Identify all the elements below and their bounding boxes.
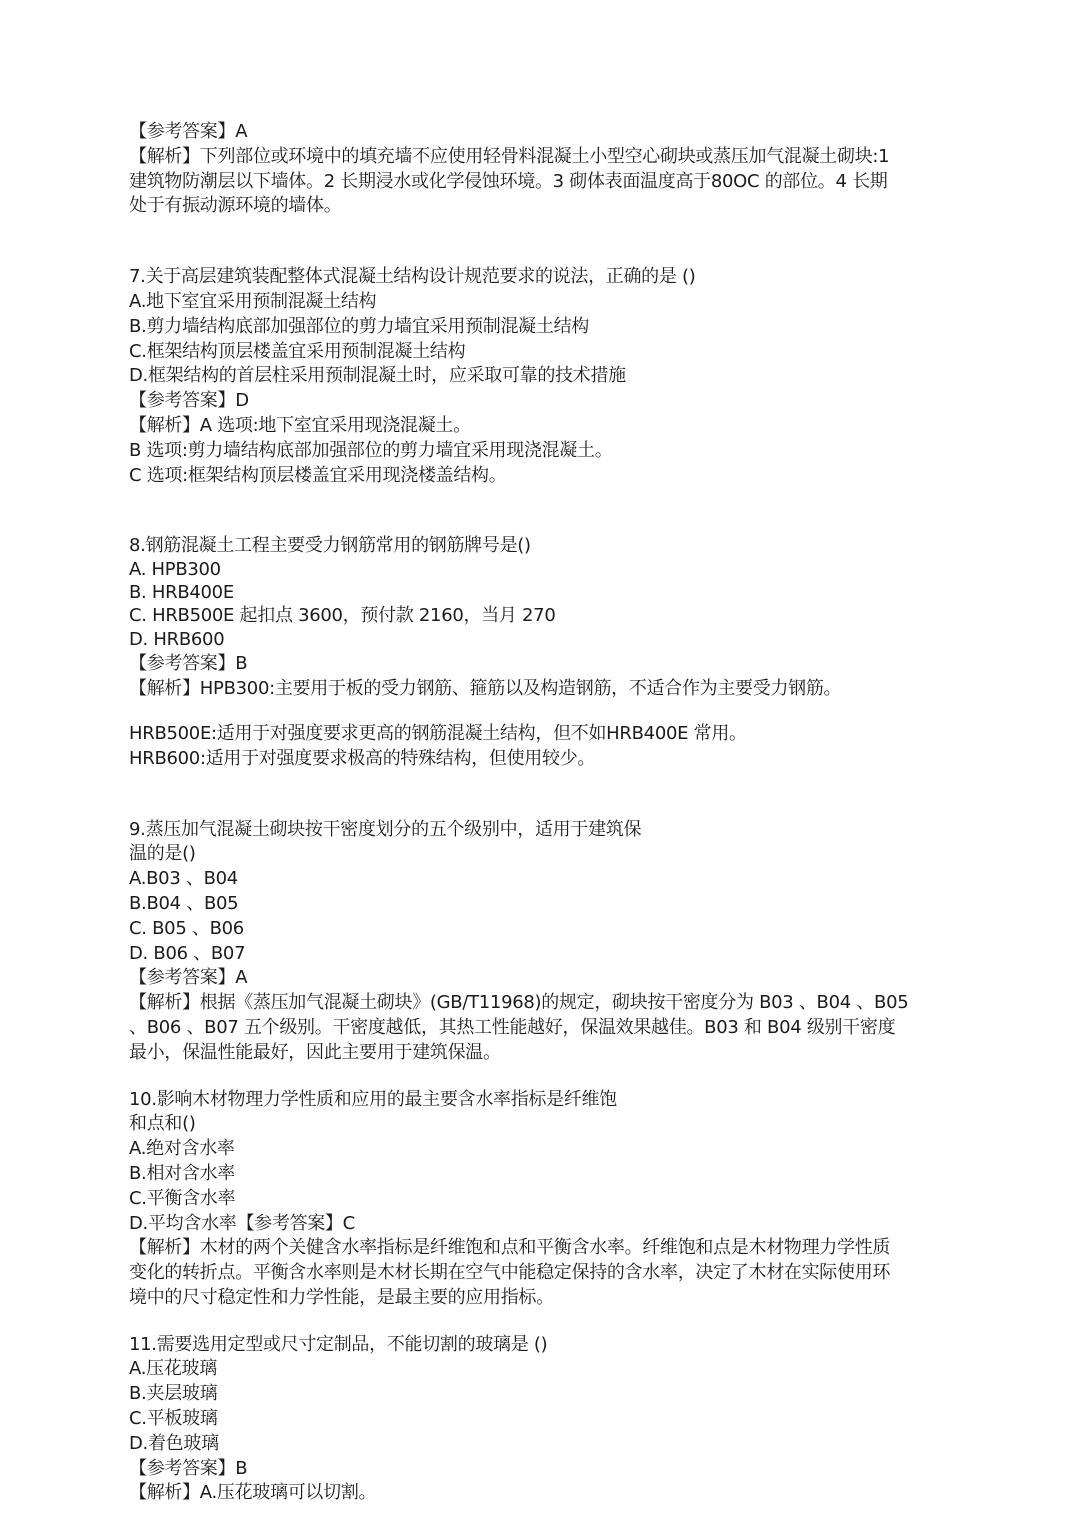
option-b: B.相对含水率	[129, 1162, 235, 1184]
analysis-line: 【解析】下列部位或环境中的填充墙不应使用轻骨料混凝土小型空心砌块或蒸压加气混凝土砌块:1	[129, 145, 890, 167]
option-d: D.框架结构的首层柱采用预制混凝土时，应采取可靠的技术措施	[129, 365, 626, 387]
option-b: B. HRB400E	[129, 582, 234, 604]
answer-line: 【参考答案】D	[129, 390, 249, 412]
question-9	[129, 818, 959, 1066]
option-a: A.地下室宜采用预制混凝土结构	[129, 290, 377, 312]
note-line: HRB600:适用于对强度要求极高的特殊结构，但使用较少。	[129, 747, 596, 769]
question-text: 9.蒸压加气混凝土砌块按干密度划分的五个级别中，适用于建筑保	[129, 818, 642, 840]
option-c: C.框架结构顶层楼盖宜采用预制混凝土结构	[129, 340, 466, 362]
option-d: D.着色玻璃	[129, 1432, 219, 1454]
option-b: B.夹层玻璃	[129, 1383, 218, 1405]
analysis-line: 【解析】根据《蒸压加气混凝土砌块》(GB/T11968)的规定，砌块按干密度分为 B03 、B04 、B05	[129, 992, 909, 1014]
option-c: C. B05 、B06	[129, 917, 244, 939]
analysis-line: C 选项:框架结构顶层楼盖宜采用现浇楼盖结构。	[129, 464, 507, 486]
option-a: A.压花玻璃	[129, 1358, 217, 1380]
analysis-line: 最小，保温性能最好，因此主要用于建筑保温。	[129, 1041, 501, 1063]
analysis-line: 、B06 、B07 五个级别。干密度越低，其热工性能越好，保温效果越佳。B03 和 B04 级别干密度	[129, 1016, 896, 1038]
question-6-tail	[129, 120, 959, 219]
question-10	[129, 1088, 959, 1311]
question-text: 10.影响木材物理力学性质和应用的最主要含水率指标是纤维饱	[129, 1088, 617, 1110]
answer-line: 【参考答案】A	[129, 121, 248, 142]
option-a: A.绝对含水率	[129, 1138, 235, 1160]
document-page	[129, 120, 959, 1506]
option-c: C.平衡含水率	[129, 1187, 236, 1209]
option-a: A. HPB300	[129, 559, 221, 581]
analysis-line: 变化的转折点。平衡含水率则是木材长期在空气中能稳定保持的含水率，决定了木材在实际使用环	[129, 1262, 891, 1284]
analysis-line: 【解析】A.压花玻璃可以切割。	[129, 1482, 377, 1504]
option-c: C. HRB500E 起扣点 3600，预付款 2160，当月 270	[129, 605, 556, 627]
option-d: D. HRB600	[129, 629, 225, 651]
analysis-line: 建筑物防潮层以下墙体。2 长期浸水或化学侵蚀环境。3 砌体表面温度高于80OC 的部位。4 长期	[129, 170, 888, 192]
option-d-with-answer: D.平均含水率【参考答案】C	[129, 1212, 355, 1234]
note-line: HRB500E:适用于对强度要求更高的钢筋混凝土结构，但不如HRB400E 常用。	[129, 722, 747, 744]
option-b: B.B04 、B05	[129, 892, 239, 914]
analysis-line: 【解析】木材的两个关健含水率指标是纤维饱和点和平衡含水率。纤维饱和点是木材物理力学性质	[129, 1237, 891, 1259]
analysis-line: B 选项:剪力墙结构底部加强部位的剪力墙宜采用现浇混凝土。	[129, 439, 613, 461]
question-text: 11.需要选用定型或尺寸定制品，不能切割的玻璃是 ()	[129, 1333, 548, 1355]
question-text-cont: 温的是()	[129, 843, 196, 865]
answer-line: 【参考答案】A	[129, 967, 248, 989]
option-c: C.平板玻璃	[129, 1408, 218, 1430]
analysis-line: 处于有振动源环境的墙体。	[129, 195, 342, 217]
answer-line: 【参考答案】B	[129, 653, 248, 675]
question-8	[129, 534, 959, 771]
option-b: B.剪力墙结构底部加强部位的剪力墙宜采用预制混凝土结构	[129, 315, 589, 337]
analysis-line: 【解析】A 选项:地下室宜采用现浇混凝土。	[129, 414, 471, 436]
option-a: A.B03 、B04	[129, 868, 238, 890]
analysis-line: 境中的尺寸稳定性和力学性能，是最主要的应用指标。	[129, 1286, 554, 1308]
question-text: 8.钢筋混凝土工程主要受力钢筋常用的钢筋牌号是()	[129, 535, 531, 557]
option-d: D. B06 、B07	[129, 942, 246, 964]
question-11	[129, 1333, 959, 1507]
analysis-line: 【解析】HPB300:主要用于板的受力钢筋、箍筋以及构造钢筋，不适合作为主要受力钢筋。	[129, 678, 842, 700]
question-7	[129, 265, 959, 488]
question-text-cont: 和点和()	[129, 1113, 196, 1135]
question-text: 7.关于高层建筑装配整体式混凝土结构设计规范要求的说法，正确的是 ()	[129, 266, 696, 288]
answer-line: 【参考答案】B	[129, 1457, 248, 1479]
